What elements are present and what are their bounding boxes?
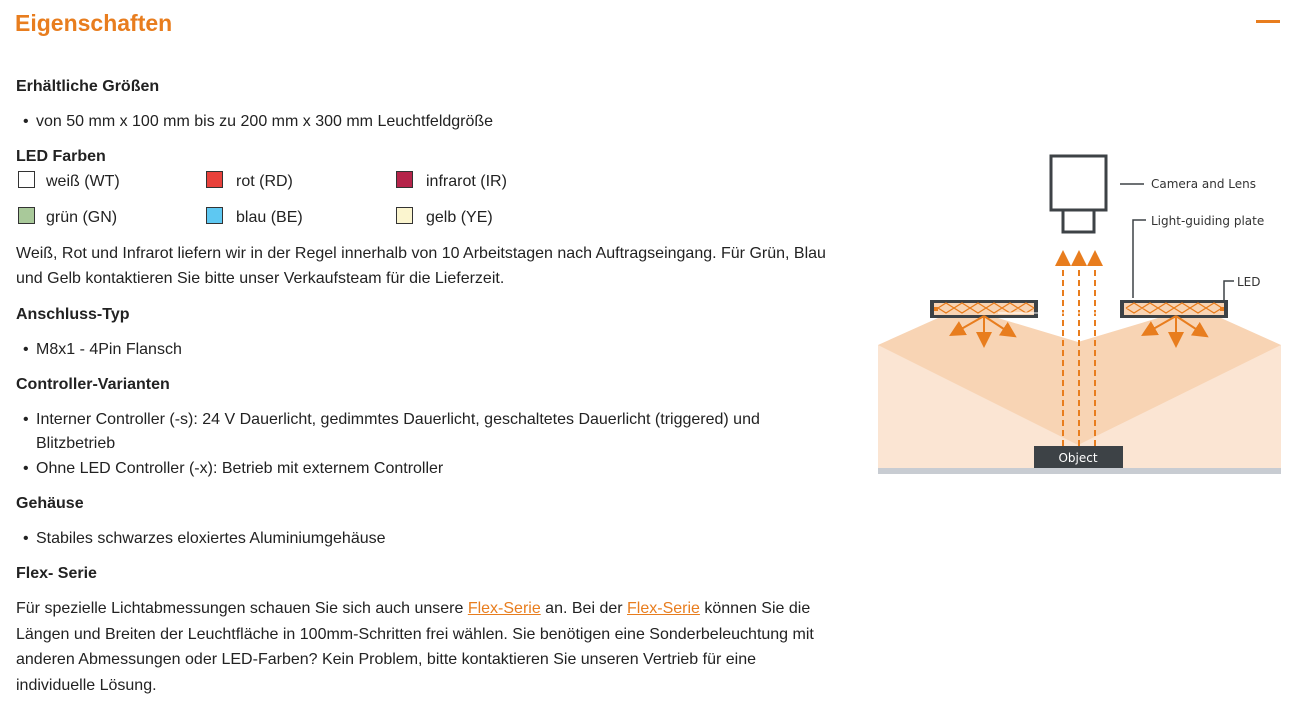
- list-item: • Ohne LED Controller (-x): Betrieb mit externem Controller: [36, 460, 443, 478]
- minus-icon[interactable]: [1256, 20, 1280, 23]
- sizes-heading: Erhältliche Größen: [16, 78, 160, 95]
- lighting-diagram: [878, 150, 1281, 480]
- flex-series-link[interactable]: Flex-Serie: [467, 600, 541, 617]
- flex-paragraph: [16, 596, 814, 698]
- swatch-yellow: [396, 207, 413, 224]
- list-item-continuation: Blitzbetrieb: [36, 435, 116, 452]
- flex-text-3: können Sie die: [699, 600, 811, 617]
- flex-text-line4: individuelle Lösung.: [16, 676, 157, 694]
- flex-text-1: Für spezielle Lichtabmessungen schauen Sie sich auch unsere: [16, 600, 468, 617]
- connection-heading: Anschluss-Typ: [16, 306, 130, 323]
- swatch-white: [18, 171, 35, 188]
- floor: [878, 468, 1281, 474]
- housing-heading: Gehäuse: [16, 495, 84, 512]
- led-colors-heading: LED Farben: [16, 148, 106, 165]
- led-label: LED: [1237, 275, 1261, 289]
- object-label: Object: [1058, 451, 1098, 465]
- list-item: • Stabiles schwarzes eloxiertes Aluminiumgehäuse: [36, 530, 386, 548]
- camera-lens: [1063, 210, 1094, 232]
- camera-body: [1051, 156, 1106, 210]
- list-item: • M8x1 - 4Pin Flansch: [36, 341, 182, 359]
- controller-heading: Controller-Varianten: [16, 376, 170, 393]
- color-label-green: grün (GN): [46, 209, 118, 226]
- camera-label: Camera and Lens: [1151, 177, 1257, 191]
- color-label-yellow: gelb (YE): [426, 209, 493, 226]
- flex-heading: Flex- Serie: [16, 565, 97, 582]
- swatch-blue: [206, 207, 223, 224]
- delivery-note-line1: Weiß, Rot und Infrarot liefern wir in der Regel innerhalb von 10 Arbeitstagen nach Auftragseingang. Für Grün, Blau: [16, 245, 826, 262]
- swatch-green: [18, 207, 35, 224]
- flex-text-line3: anderen Abmessungen oder LED-Farben? Kein Problem, bitte kontaktieren Sie unseren Vertrieb für eine: [16, 651, 756, 668]
- delivery-note-line2: und Gelb kontaktieren Sie bitte unser Verkaufsteam für die Lieferzeit.: [16, 270, 505, 287]
- color-label-white: weiß (WT): [46, 173, 120, 190]
- swatch-red: [206, 171, 223, 188]
- list-item: • Interner Controller (-s): 24 V Dauerlicht, gedimmtes Dauerlicht, geschaltetes Dauerlicht (triggered) und: [36, 411, 760, 429]
- flex-text-line2: Längen und Breiten der Leuchtfläche in 100mm-Schritten frei wählen. Sie benötigen eine Sonderbeleuchtung mit: [16, 625, 814, 643]
- flex-text-2: an. Bei der: [540, 600, 628, 617]
- swatch-infrared: [396, 171, 413, 188]
- plate-label: Light-guiding plate: [1151, 214, 1265, 228]
- color-label-infrared: infrarot (IR): [426, 173, 507, 190]
- color-label-red: rot (RD): [236, 173, 293, 190]
- color-label-blue: blau (BE): [236, 209, 303, 226]
- list-item: • von 50 mm x 100 mm bis zu 200 mm x 300 mm Leuchtfeldgröße: [36, 113, 493, 131]
- section-title: Eigenschaften: [15, 10, 173, 36]
- flex-series-link-2[interactable]: Flex-Serie: [627, 600, 700, 617]
